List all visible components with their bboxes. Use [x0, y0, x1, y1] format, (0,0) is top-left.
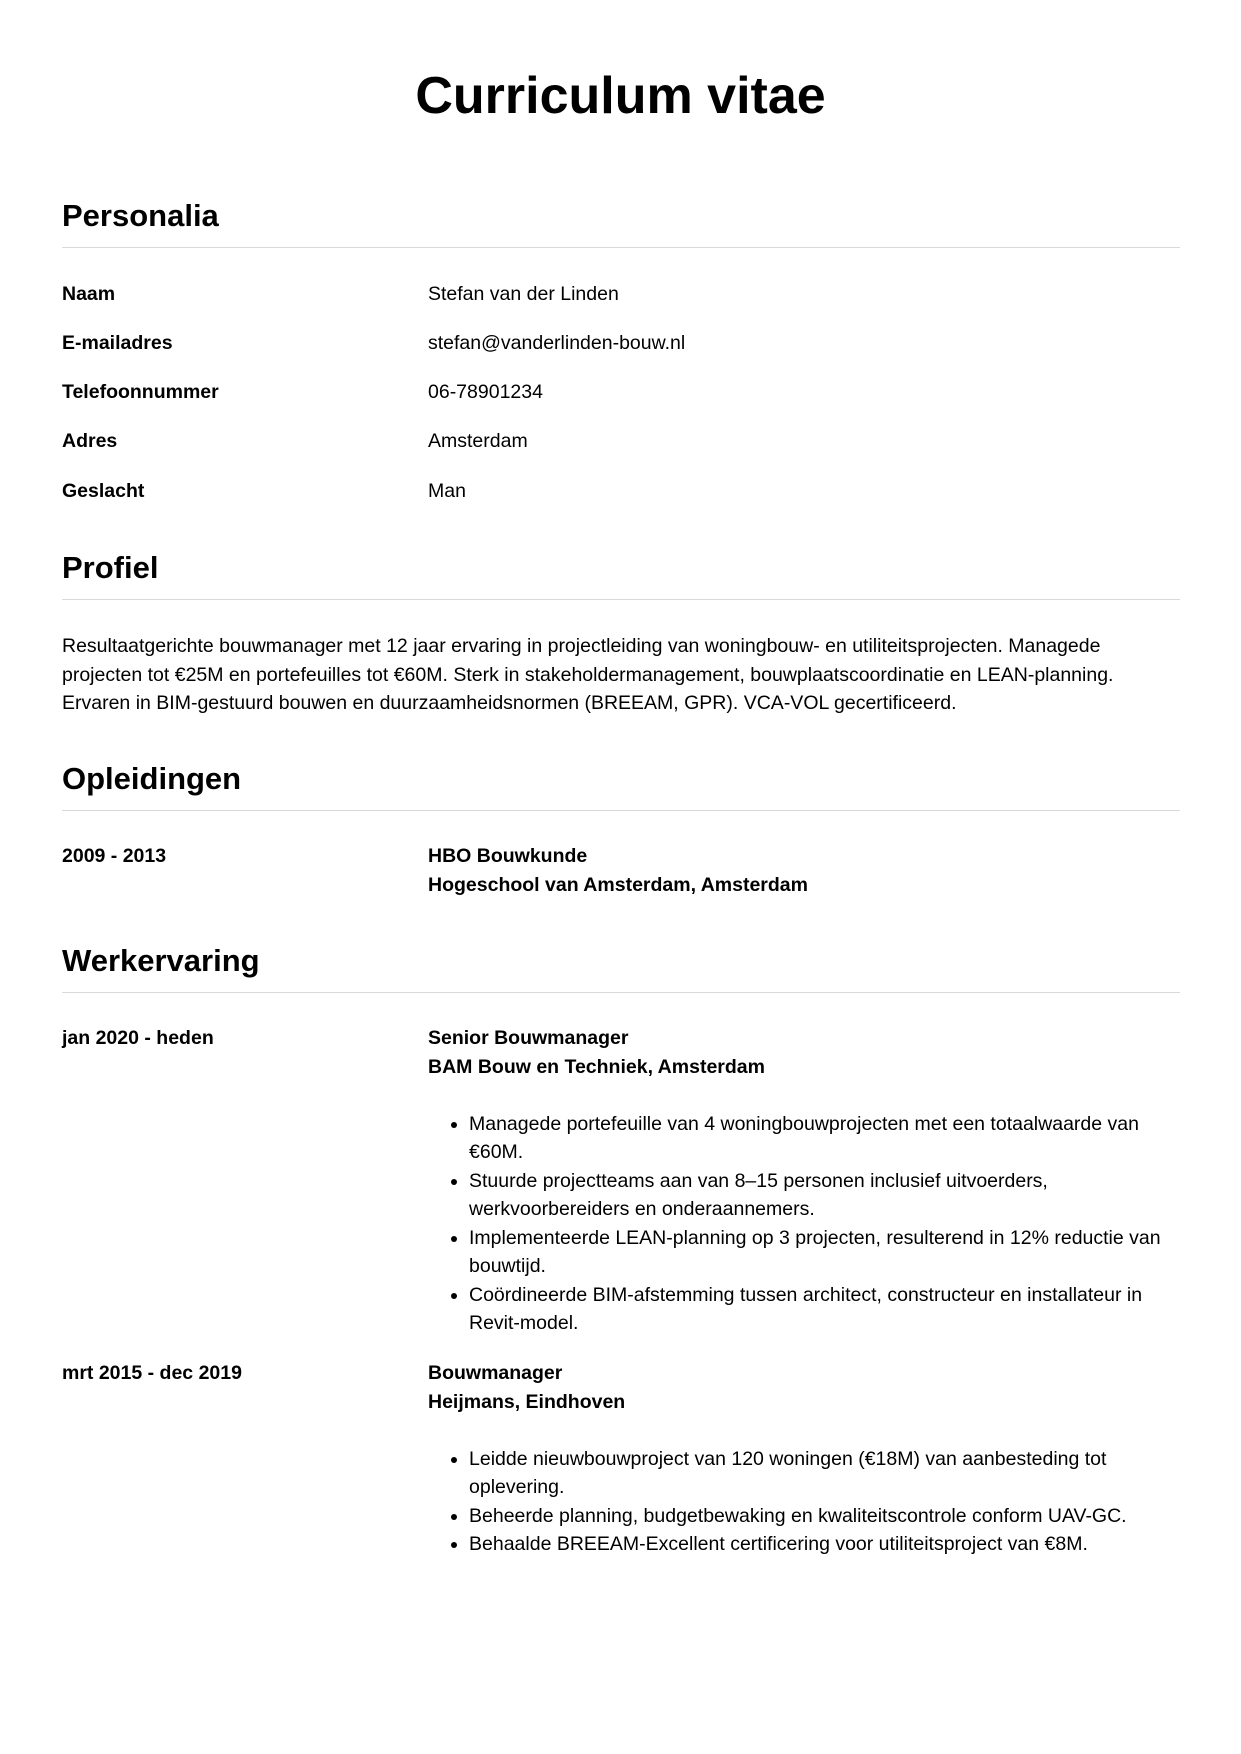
- experience-details: [428, 1359, 1188, 1559]
- field-value: Man: [428, 480, 466, 502]
- achievement-item: • Stuurde projectteams aan van 8–15 personen inclusief uitvoerders, werkvoorbereiders en onderaannemers.: [469, 1167, 1188, 1224]
- section-divider: [62, 247, 1180, 248]
- achievement-item: • Leidde nieuwbouwproject van 120 woningen (€18M) van aanbesteding tot oplevering.: [469, 1445, 1188, 1502]
- profile-text: Resultaatgerichte bouwmanager met 12 jaar ervaring in projectleiding van woningbouw- en utiliteitsprojecten. Managede projecten tot €25M en portefeuilles tot €60M. Sterk in stakeholdermanagement, bouwplaatscoordinatie en LEAN-planning. Ervaren in BIM-gestuurd bouwen en duurzaamheidsnormen (BREEAM, GPR). VCA-VOL gecertificeerd.: [62, 635, 1114, 714]
- personalia-row-telefoon: [62, 378, 1180, 406]
- field-label: Geslacht: [62, 480, 145, 502]
- field-value: Stefan van der Linden: [428, 283, 619, 305]
- field-value: 06-78901234: [428, 381, 543, 403]
- field-label: Adres: [62, 430, 118, 452]
- field-value: stefan@vanderlinden-bouw.nl: [428, 332, 686, 354]
- field-label: Telefoonnummer: [62, 381, 219, 403]
- education-school: Hogeschool van Amsterdam, Amsterdam: [428, 873, 808, 896]
- field-label: Naam: [62, 283, 116, 305]
- section-heading-opleidingen: Opleidingen: [62, 761, 242, 796]
- personalia-row-adres: [62, 427, 1180, 455]
- section-heading-profiel: Profiel: [62, 550, 159, 585]
- personalia-row-naam: [62, 280, 1180, 308]
- section-heading-werkervaring: Werkervaring: [62, 943, 260, 978]
- job-title: Bouwmanager: [428, 1362, 563, 1384]
- section-heading-personalia: Personalia: [62, 198, 219, 233]
- achievement-list: [428, 1445, 1188, 1559]
- field-value: Amsterdam: [428, 430, 528, 452]
- achievement-item: • Implementeerde LEAN-planning op 3 projecten, resulterend in 12% reductie van bouwtijd.: [469, 1224, 1188, 1281]
- document-title: Curriculum vitae: [415, 67, 826, 125]
- employer: Heijmans, Eindhoven: [428, 1390, 626, 1413]
- employer: BAM Bouw en Techniek, Amsterdam: [428, 1055, 765, 1078]
- experience-details: [428, 1024, 1188, 1338]
- section-divider: [62, 599, 1180, 600]
- section-divider: [62, 992, 1180, 993]
- section-divider: [62, 810, 1180, 811]
- achievement-item: • Coördineerde BIM-afstemming tussen architect, constructeur en installateur in Revit-model.: [469, 1281, 1188, 1338]
- education-details: [428, 842, 1188, 899]
- achievement-item: • Managede portefeuille van 4 woningbouwprojecten met een totaalwaarde van €60M.: [469, 1110, 1188, 1167]
- achievement-item: • Behaalde BREEAM-Excellent certificering voor utiliteitsproject van €8M.: [469, 1530, 1188, 1559]
- job-title: Senior Bouwmanager: [428, 1027, 629, 1049]
- personalia-row-email: [62, 329, 1180, 357]
- experience-period: jan 2020 - heden: [62, 1027, 214, 1049]
- personalia-row-geslacht: [62, 477, 1180, 505]
- field-label: E-mailadres: [62, 332, 173, 354]
- education-degree: HBO Bouwkunde: [428, 845, 588, 867]
- experience-period: mrt 2015 - dec 2019: [62, 1362, 242, 1384]
- achievement-item: • Beheerde planning, budgetbewaking en kwaliteitscontrole conform UAV-GC.: [469, 1502, 1188, 1531]
- education-period: 2009 - 2013: [62, 845, 167, 867]
- achievement-list: [428, 1110, 1188, 1338]
